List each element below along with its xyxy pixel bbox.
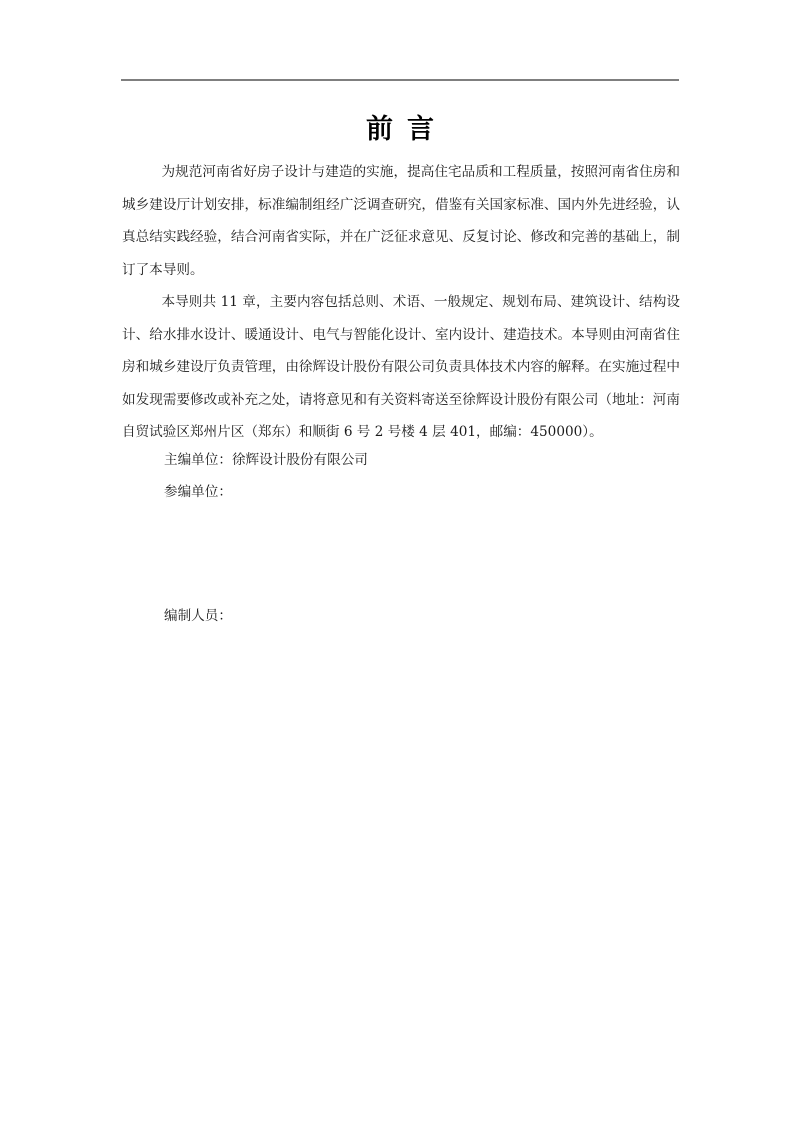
preface-paragraph-2: 本导则共 11 章，主要内容包括总则、术语、一般规定、规划布局、建筑设计、结构设计、给水排水设计、暖通设计、电气与智能化设计、室内设计、建造技术。本导则由河南省住房和城乡建设厅负责管理，由徐辉设计股份有限公司负责具体技术内容的解释。在实施过程中如发现需要修改或补充之处，请将意见和有关资料寄送至徐辉设计股份有限公司（地址：河南自贸试验区郑州片区（郑东）和顺街 6 号 2 号楼 4 层 401，邮编：450000）。	[122, 294, 680, 440]
page-title: 前言	[366, 114, 448, 145]
preface-paragraph-1: 为规范河南省好房子设计与建造的实施，提高住宅品质和工程质量，按照河南省住房和城乡建设厅计划安排，标准编制组经广泛调查研究，借鉴有关国家标准、国内外先进经验，认真总结实践经验，结合河南省实际，并在广泛征求意见、反复讨论、修改和完善的基础上，制订了本导则。	[122, 164, 680, 278]
preface-body	[122, 156, 680, 449]
chief-editor-unit: 主编单位：徐辉设计股份有限公司	[164, 452, 368, 468]
participating-units: 参编单位：	[164, 484, 232, 500]
header-rule	[121, 79, 679, 81]
editors: 编制人员：	[164, 608, 232, 624]
